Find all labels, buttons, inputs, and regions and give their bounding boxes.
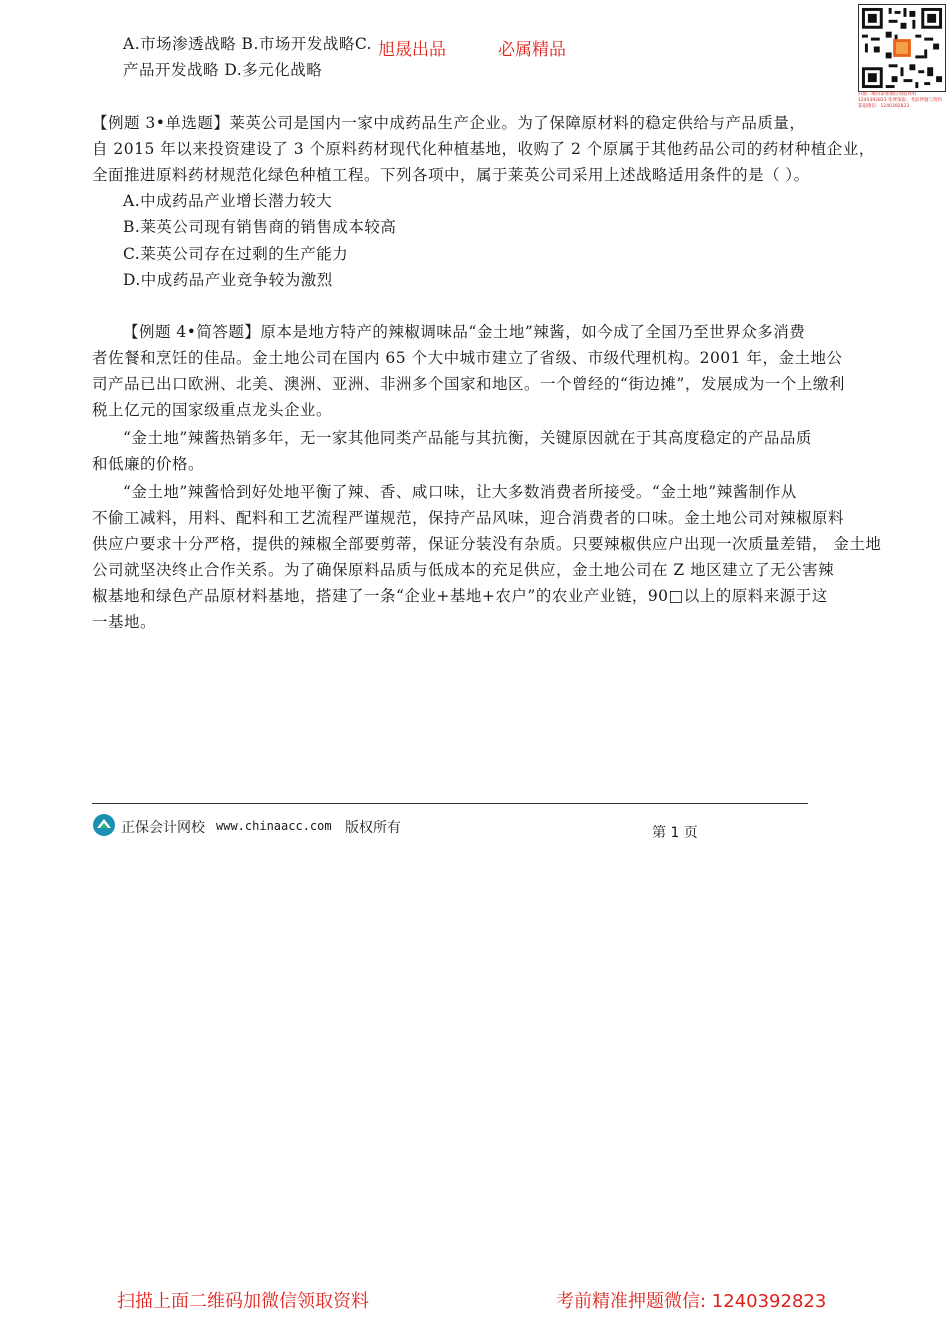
example4-p3-line5: 椒基地和绿色产品原材料基地，搭建了一条“企业+基地+农户”的农业产业链，90□以上的原料来源于这 [92, 587, 828, 605]
example3-option-a: A.中成药品产业增长潜力较大 [123, 192, 333, 210]
example3-line1: 【例题 3•单选题】莱英公司是国内一家中成药品生产企业。为了保障原材料的稳定供给与产品质量， [92, 114, 806, 132]
qr-caption: 扫描二维码添加微信领取资料 1240392823 免费领取、考前押题与资料获取微信：1240392823 [858, 92, 943, 109]
bottom-promo-right: 考前精准押题微信: 1240392823 [556, 1291, 827, 1312]
example4-p3-line3: 供应户要求十分严格，提供的辣椒全部要剪蒂，保证分装没有杂质。只要辣椒供应户出现一次质量差错， 金土地 [92, 535, 882, 553]
bottom-promo-left: 扫描上面二维码加微信领取资料 [117, 1291, 369, 1312]
watermark-right: 必属精品 [498, 40, 566, 60]
example3-line3: 全面推进原料药材规范化绿色种植工程。下列各项中，属于莱英公司采用上述战略适用条件的是（ ）。 [92, 166, 810, 184]
example4-p1-line3: 司产品已出口欧洲、北美、澳洲、亚洲、非洲多个国家和地区。一个曾经的“街边摊”，发展成为一个上缴利 [92, 375, 845, 393]
example4-p1-line1: 【例题 4•简答题】原本是地方特产的辣椒调味品“金土地”辣酱，如今成了全国乃至世界众多消费 [123, 323, 806, 341]
example4-p2-line2: 和低廉的价格。 [92, 455, 205, 473]
chinaacc-logo-icon [92, 813, 116, 837]
qr-code-image [858, 4, 946, 92]
example4-p1-line4: 税上亿元的国家级重点龙头企业。 [92, 401, 333, 419]
footer-url[interactable]: www.chinaacc.com [216, 819, 332, 833]
example4-p1-line2: 者佐餐和烹饪的佳品。金土地公司在国内 65 个大中城市建立了省级、市级代理机构。2001 年，金土地公 [92, 349, 843, 367]
example3-option-b: B.莱英公司现有销售商的销售成本较高 [123, 218, 397, 236]
footer-rights: 版权所有 [345, 820, 401, 836]
example3-option-d: D.中成药品产业竞争较为激烈 [123, 271, 333, 289]
qr-code-icon [859, 5, 945, 91]
footer-page-number: 第 1 页 [652, 825, 698, 841]
example3-option-c: C.莱英公司存在过剩的生产能力 [123, 245, 349, 263]
example4-p3-line1: “金土地”辣酱恰到好处地平衡了辣、香、咸口味，让大多数消费者所接受。“金土地”辣酱制作从 [123, 483, 797, 501]
prev-options-line1: A.市场渗透战略 B.市场开发战略C. [123, 35, 373, 53]
example3-line2: 自 2015 年以来投资建设了 3 个原料药材现代化种植基地，收购了 2 个原属于其他药品公司的药材种植企业， [92, 140, 875, 158]
example4-p3-line2: 不偷工减料，用料、配料和工艺流程严谨规范，保持产品风味，迎合消费者的口味。金土地公司对辣椒原料 [92, 509, 845, 527]
example4-p3-line4: 公司就坚决终止合作关系。为了确保原料品质与低成本的充足供应，金土地公司在 Z 地区建立了无公害辣 [92, 561, 835, 579]
prev-options-line2: 产品开发战略 D.多元化战略 [123, 61, 323, 79]
example4-p2-line1: “金土地”辣酱热销多年，无一家其他同类产品能与其抗衡，关键原因就在于其高度稳定的产品品质 [123, 429, 812, 447]
footer-brand: 正保会计网校 [121, 820, 205, 836]
example4-p3-line6: 一基地。 [92, 613, 157, 631]
footer-divider [92, 803, 808, 804]
watermark-left: 旭晟出品 [378, 40, 446, 60]
